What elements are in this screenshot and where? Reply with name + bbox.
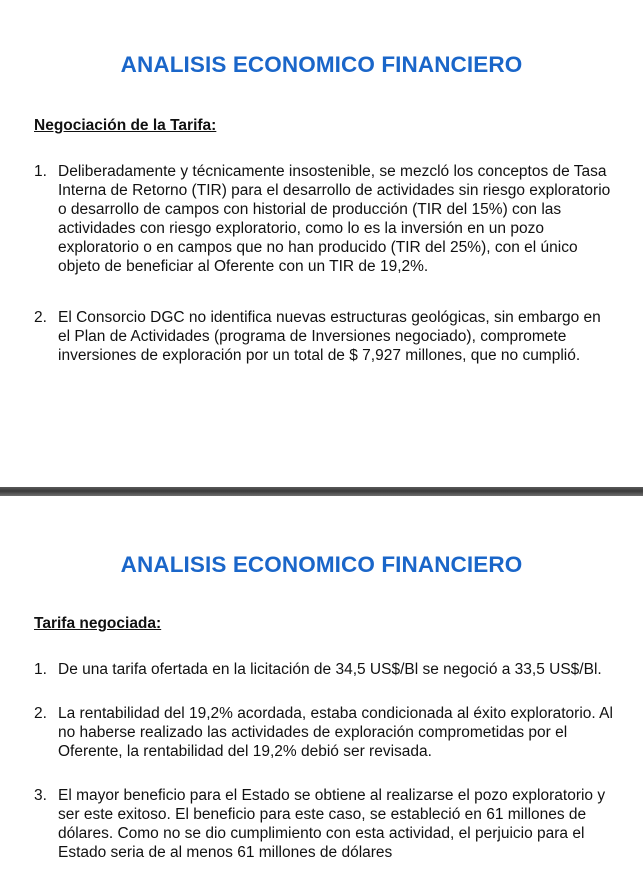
list-item bbox=[34, 162, 614, 276]
page-title: ANALISIS ECONOMICO FINANCIERO bbox=[120, 552, 523, 577]
list-item bbox=[34, 308, 614, 365]
page-separator bbox=[0, 487, 643, 496]
list-item-number: 3. bbox=[34, 787, 47, 804]
list-item-number: 2. bbox=[34, 309, 47, 326]
page-title: ANALISIS ECONOMICO FINANCIERO bbox=[120, 52, 523, 77]
list-item bbox=[34, 704, 614, 761]
list-item-text: Deliberadamente y técnicamente insostenible, se mezcló los conceptos de Tasa Interna de Retorno (TIR) para el desarrollo de actividades sin riesgo exploratorio o desarrollo de campos con historial de producción (TIR del 15%) con las actividades con riesgo exploratorio, como lo es la inversión en un pozo exploratorio o en campos que no han producido (TIR del 25%), con el único objeto de beneficiar al Oferente con un TIR de 19,2%. bbox=[58, 163, 611, 275]
list-item bbox=[34, 786, 614, 862]
list-item-text: El mayor beneficio para el Estado se obtiene al realizarse el pozo exploratorio y ser este exitoso. El beneficio para este caso, se estableció en 61 millones de dólares. Como no se dio cumplimiento con esta actividad, el perjuicio para el Estado seria de al menos 61 millones de dólares bbox=[58, 787, 606, 861]
list-item-text: De una tarifa ofertada en la licitación de 34,5 US$/Bl se negoció a 33,5 US$/Bl. bbox=[58, 661, 602, 678]
list-item-text: La rentabilidad del 19,2% acordada, estaba condicionada al éxito exploratorio. Al no haberse realizado las actividades de exploración comprometidas por el Oferente, la rentabilidad del 19,2% debió ser revisada. bbox=[58, 705, 613, 760]
section-heading: Tarifa negociada: bbox=[34, 615, 162, 632]
list-item-number: 2. bbox=[34, 705, 47, 722]
list-item-number: 1. bbox=[34, 661, 47, 678]
list-item-text: El Consorcio DGC no identifica nuevas estructuras geológicas, sin embargo en el Plan de Actividades (programa de Inversiones negociado), compromete inversiones de exploración por un total de $ 7,927 millones, que no cumplió. bbox=[58, 309, 601, 364]
section-heading: Negociación de la Tarifa: bbox=[34, 117, 217, 134]
list-item-number: 1. bbox=[34, 163, 47, 180]
document-page-2 bbox=[0, 496, 643, 882]
list-item bbox=[34, 660, 614, 679]
